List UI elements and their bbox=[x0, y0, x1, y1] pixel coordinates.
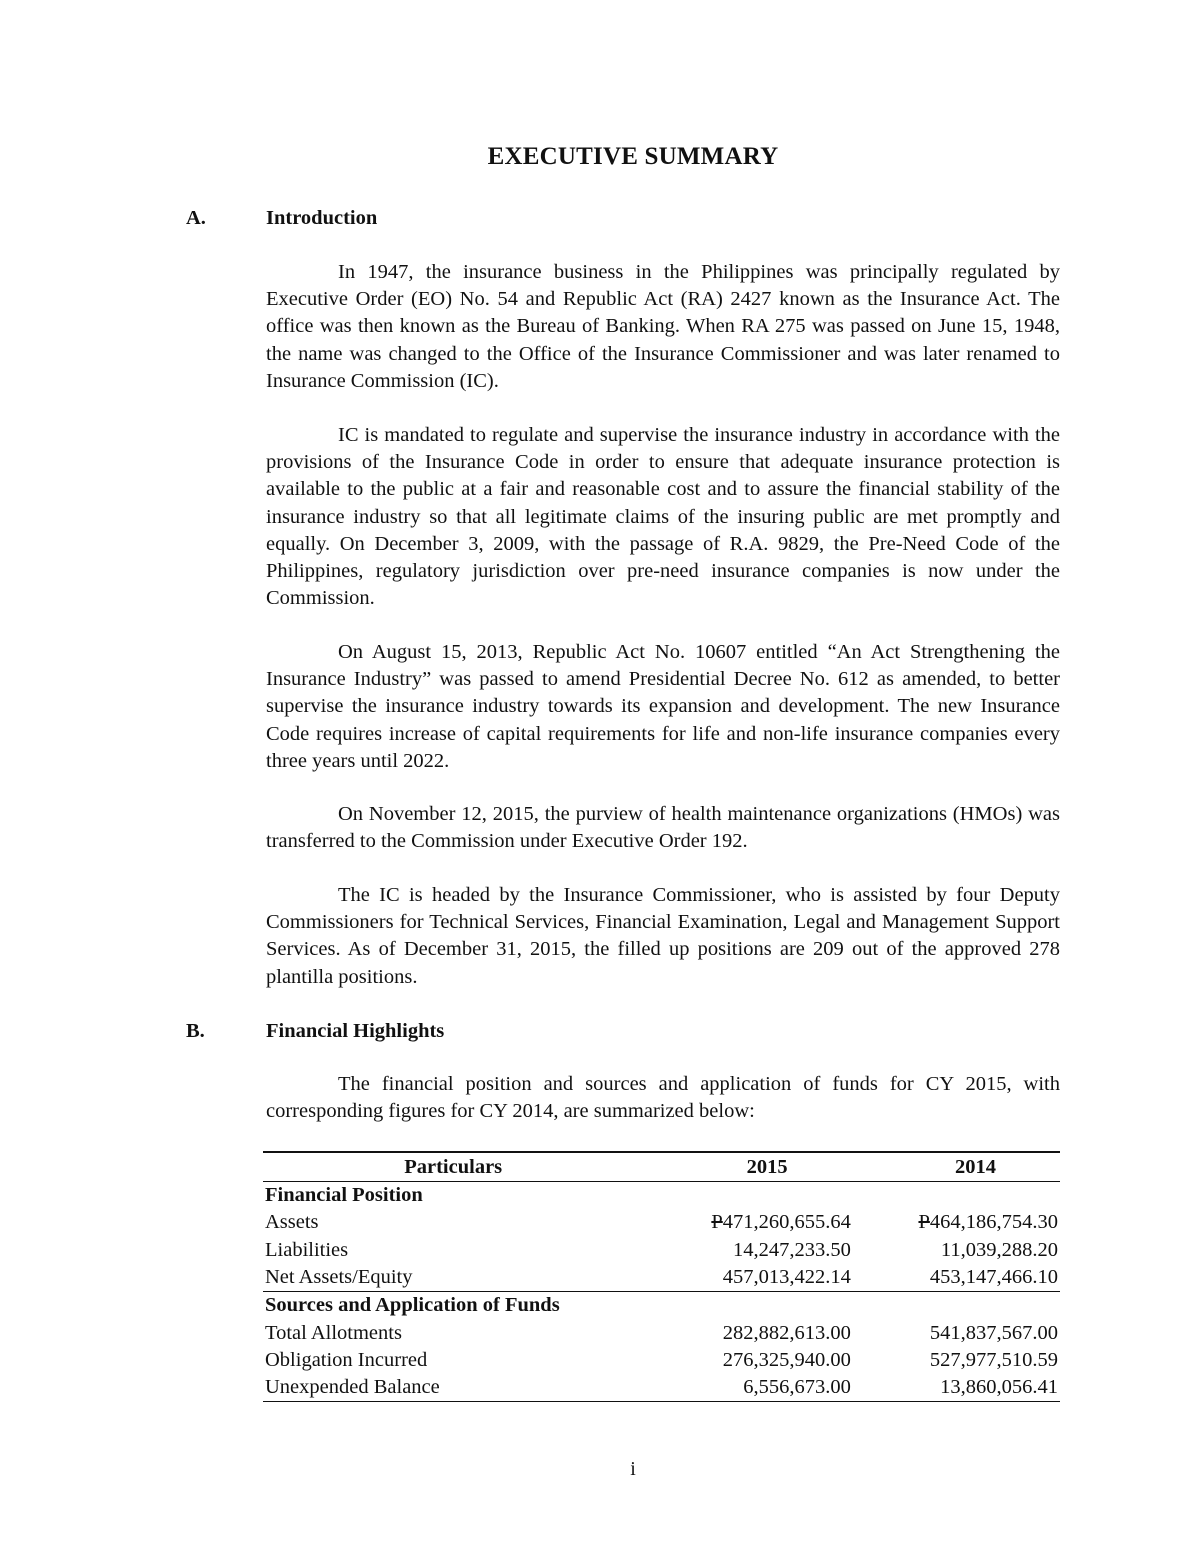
header-particulars: Particulars bbox=[263, 1152, 643, 1182]
value-amount: 471,260,655.64 bbox=[722, 1211, 851, 1234]
paragraph-history: In 1947, the insurance business in the Philippines was principally regulated by Executive Order (EO) No. 54 and Republic Act (RA) 2427 known as the Insurance Act. The office was then known as the Bureau of Banking. When RA 275 was passed on June 15, 1948, the name was changed to the Office of the Insurance Commissioner and was later renamed to Insurance Commission (IC). bbox=[266, 261, 1060, 392]
peso-sign: P bbox=[918, 1211, 930, 1234]
financial-highlights-table bbox=[263, 1151, 1060, 1402]
value-2014: 453,147,466.10 bbox=[853, 1264, 1060, 1292]
row-label: Liabilities bbox=[265, 1238, 349, 1261]
value-2014: 11,039,288.20 bbox=[940, 1238, 1058, 1261]
table-row bbox=[263, 1237, 1060, 1264]
value-2014: 541,837,567.00 bbox=[929, 1321, 1058, 1344]
group-label-sources-application: Sources and Application of Funds bbox=[265, 1294, 560, 1317]
page-title: EXECUTIVE SUMMARY bbox=[487, 143, 779, 170]
value-amount: 464,186,754.30 bbox=[929, 1211, 1058, 1234]
row-label: Net Assets/Equity bbox=[263, 1264, 643, 1292]
paragraph-organization: The IC is headed by the Insurance Commissioner, who is assisted by four Deputy Commissioners for Technical Services, Financial Examination, Legal and Management Support Services. As of December 31, 2015, the filled up positions are 209 out of the approved 278 plantilla positions. bbox=[266, 884, 1060, 988]
paragraph-hmo: On November 12, 2015, the purview of health maintenance organizations (HMOs) was transferred to the Commission under Executive Order 192. bbox=[266, 803, 1060, 853]
value-2015: 14,247,233.50 bbox=[733, 1238, 851, 1261]
value-2015 bbox=[643, 1209, 852, 1236]
header-2014: 2014 bbox=[853, 1152, 1060, 1182]
row-label: Obligation Incurred bbox=[265, 1348, 428, 1371]
page-number: i bbox=[630, 1458, 636, 1480]
value-2015: 282,882,613.00 bbox=[722, 1321, 851, 1344]
section-letter: A. bbox=[186, 207, 206, 229]
section-letter: B. bbox=[186, 1020, 205, 1042]
section-title: Financial Highlights bbox=[266, 1020, 445, 1042]
paragraph-ra-10607: On August 15, 2013, Republic Act No. 10607 entitled “An Act Strengthening the Insurance Industry” was passed to amend Presidential Decree No. 612 as amended, to better supervise the insurance industry towards its expansion and development. The new Insurance Code requires increase of capital requirements for life and non-life insurance companies every three years until 2022. bbox=[266, 641, 1060, 772]
paragraph-mandate: IC is mandated to regulate and supervise the insurance industry in accordance with the provisions of the Insurance Code in order to ensure that adequate insurance protection is available to the public at a fair and reasonable cost and to assure the financial stability of the insurance industry so that all legitimate claims of the insuring public are met promptly and equally. On December 3, 2009, with the passage of R.A. 9829, the Pre-Need Code of the Philippines, regulatory jurisdiction over pre-need insurance companies is now under the Commission. bbox=[266, 424, 1060, 610]
header-2015: 2015 bbox=[643, 1152, 852, 1182]
table-header-row bbox=[263, 1152, 1060, 1182]
table-group-row bbox=[263, 1292, 1060, 1320]
value-2015: 457,013,422.14 bbox=[643, 1264, 852, 1292]
group-label-financial-position: Financial Position bbox=[265, 1184, 423, 1207]
table-row bbox=[263, 1347, 1060, 1374]
value-2014: 527,977,510.59 bbox=[929, 1348, 1058, 1371]
value-2014 bbox=[853, 1209, 1060, 1236]
paragraph-financial-intro: The financial position and sources and application of funds for CY 2015, with corresponding figures for CY 2014, are summarized below: bbox=[266, 1073, 1060, 1123]
row-label: Unexpended Balance bbox=[263, 1374, 643, 1402]
table-row bbox=[263, 1319, 1060, 1346]
table-row bbox=[263, 1209, 1060, 1236]
row-label: Assets bbox=[265, 1211, 319, 1234]
table-row bbox=[263, 1374, 1060, 1402]
value-2015: 6,556,673.00 bbox=[643, 1374, 852, 1402]
row-label: Total Allotments bbox=[265, 1321, 402, 1344]
value-2014: 13,860,056.41 bbox=[853, 1374, 1060, 1402]
value-2015: 276,325,940.00 bbox=[722, 1348, 851, 1371]
section-title: Introduction bbox=[266, 207, 378, 229]
table-row bbox=[263, 1264, 1060, 1292]
peso-sign: P bbox=[711, 1211, 723, 1234]
table-group-row bbox=[263, 1182, 1060, 1210]
